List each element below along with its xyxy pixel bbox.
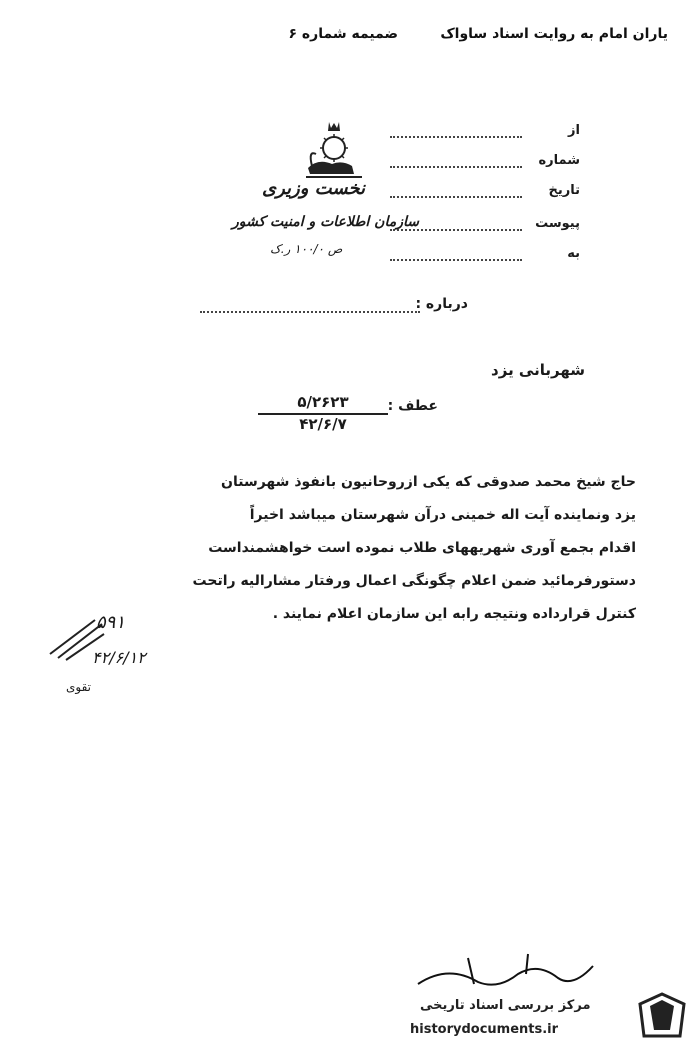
recipient: شهربانی یزد (491, 361, 585, 379)
margin-name: تقوی (66, 680, 92, 694)
about-dotted-line (200, 311, 420, 313)
dotted-line (390, 166, 522, 168)
body-line: دستورفرمائید ضمن اعلام چگونگی اعمال ورفتار مشارالیه راتحت (192, 573, 636, 589)
field-label: از (568, 123, 580, 138)
body-line: یزد ونماینده آیت اله خمینی درآن شهرستان میباشد اخیراً (249, 507, 636, 523)
series-title: یاران امام به روایت اسناد ساواک (440, 26, 668, 42)
organization-subtitle: سازمان اطلاعات و امنیت کشور (232, 214, 419, 230)
body-line: اقدام بجمع آوری شهریههای طلاب نموده است خواهشمنداست (208, 540, 636, 556)
watermark-url: historydocuments.ir (410, 1022, 559, 1037)
about-label: درباره : (415, 296, 468, 312)
letter-body (116, 466, 636, 631)
reference-label: عطف : (387, 398, 438, 414)
archive-logo-icon (636, 990, 688, 1040)
signature-icon (408, 944, 608, 1004)
field-to (390, 246, 580, 266)
dotted-line (390, 196, 522, 198)
field-date (390, 183, 580, 203)
reference-number: ۵/۲۶۲۳ (297, 393, 349, 411)
body-line: کنترل قرارداده ونتیجه رابه این سازمان اعلام نمایند . (272, 606, 636, 622)
body-line: حاج شیخ محمد صدوقی که یکی ازروحانیون بانفوذ شهرستان (221, 474, 636, 490)
attachment-label: ضمیمه شماره ۶ (288, 26, 398, 42)
lion-and-sun-emblem-icon (298, 120, 370, 180)
dotted-line (390, 259, 522, 261)
margin-date: ۴۲/۶/۱۲ (92, 648, 146, 667)
field-label: شماره (538, 153, 580, 168)
field-number (390, 153, 580, 173)
field-label: به (567, 246, 580, 261)
organization-name: نخست وزیری (262, 178, 366, 199)
field-label: پیوست (535, 216, 580, 231)
field-from (390, 123, 580, 143)
reference-date: ۴۲/۶/۷ (299, 415, 347, 433)
field-label: تاریخ (548, 183, 580, 198)
margin-number: ۵۹۱ (96, 612, 126, 633)
dotted-line (390, 136, 522, 138)
organization-code: ص ۱۰۰/۰ ر.ک (270, 242, 343, 256)
watermark-title: مرکز بررسی اسناد تاریخی (420, 998, 591, 1013)
